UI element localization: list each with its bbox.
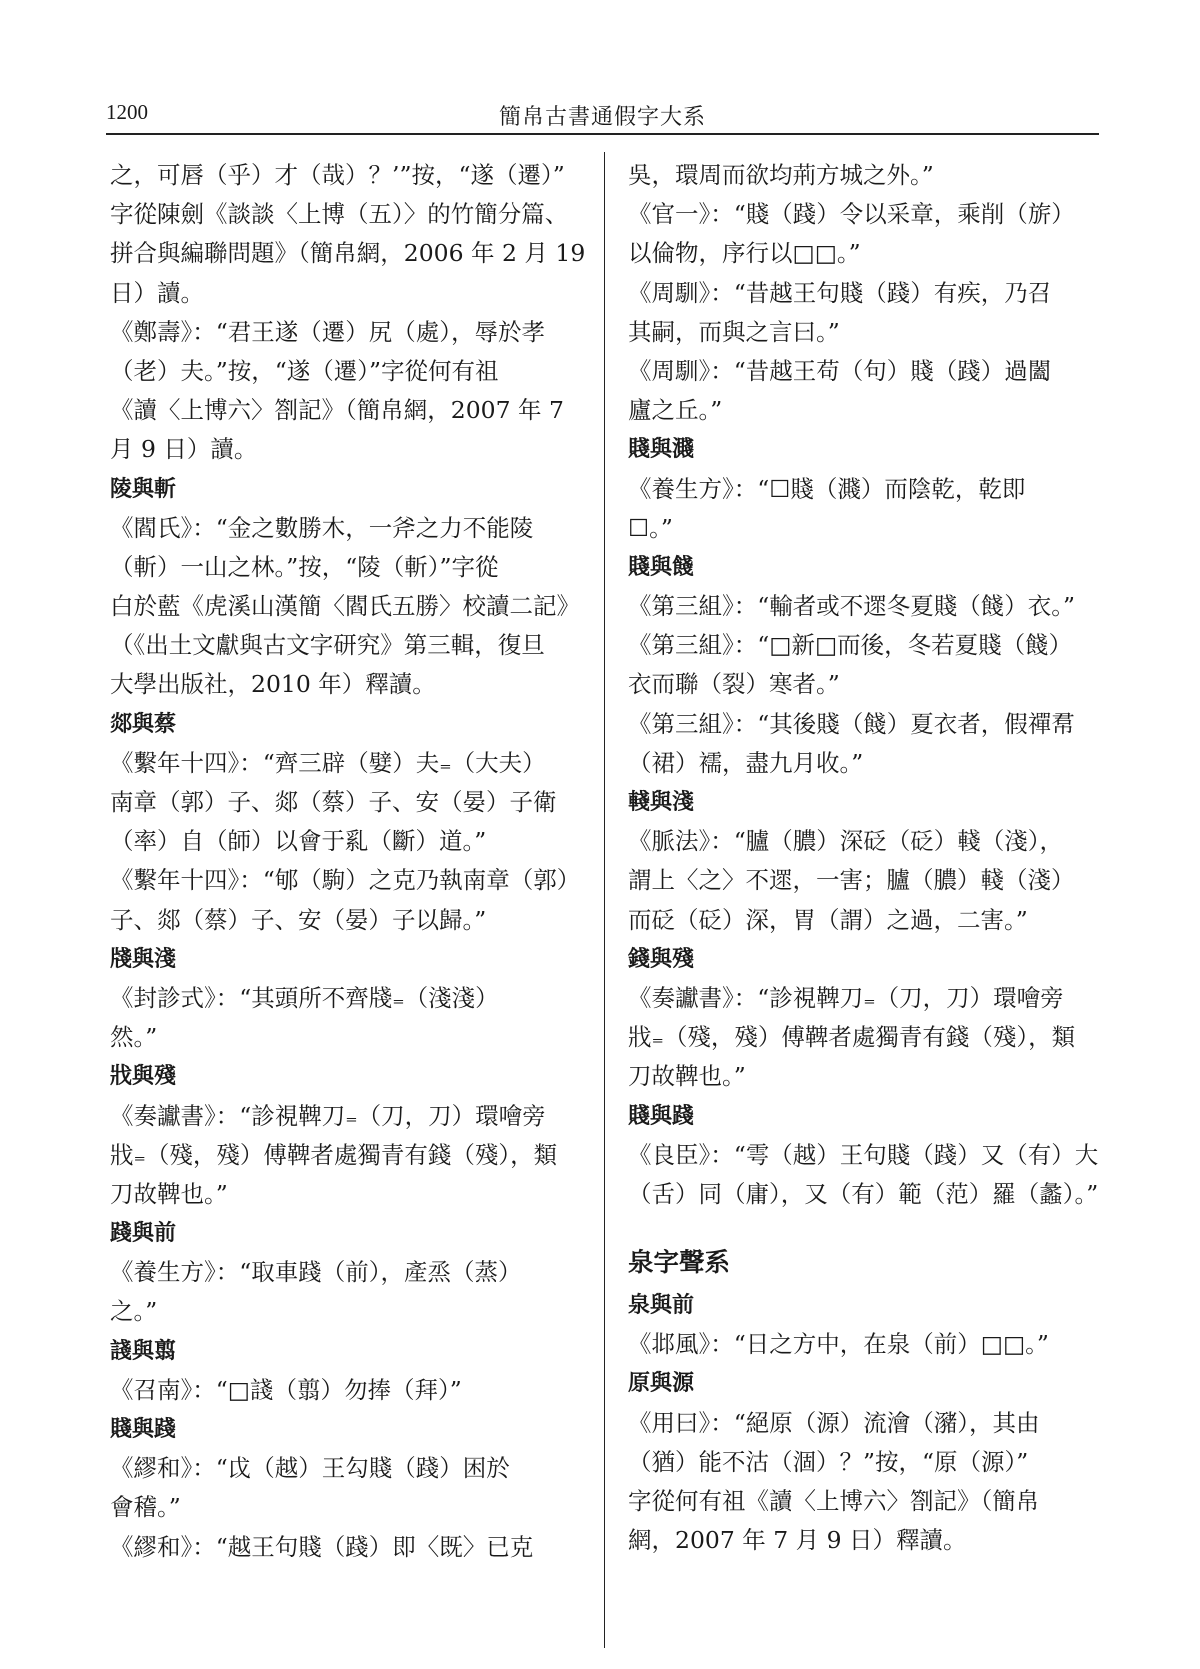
text-line: 網，2007 年 7 月 9 日）釋讀。 [628, 1526, 967, 1555]
text-line: ☐。” [628, 513, 673, 542]
text-line: （舌）同（庸），又（有）範（范）羅（蠡）。” [628, 1179, 1099, 1208]
text-line: 《閻氏》：“金之數勝木，一斧之力不能陵 [110, 513, 534, 542]
left-column [110, 156, 595, 1646]
text-line: 白於藍《虎溪山漢簡〈閻氏五勝〉校讀二記》 [110, 592, 580, 621]
text-line: 刀故鞞也。” [110, 1179, 228, 1208]
text-line: 其嗣，而與之言曰。” [628, 317, 840, 346]
text-line: 《奏讞書》：“診視鞞刀₌（刀，刀）環噲旁 [628, 983, 1064, 1012]
text-line: 謂上〈之〉不遝，一害；臚（膿）輚（淺） [628, 866, 1075, 895]
entry-heading: 原與源 [628, 1371, 695, 1397]
text-line: 《鄭壽》：“君王遂（遷）尻（處），辱於孝 [110, 317, 546, 346]
text-line: 《繫年十四》：“齊三辟（嬖）夫₌（大夫） [110, 748, 546, 777]
text-line: （斬）一山之林。”按，“陵（斬）”字從 [110, 552, 499, 581]
text-line: 大學出版社，2010 年）釋讀。 [110, 670, 436, 699]
entry-heading: 賤與濺 [628, 437, 695, 463]
text-line: 日）讀。 [110, 278, 204, 307]
text-line: 《封診式》：“其頭所不齊牋₌（淺淺） [110, 983, 499, 1012]
entry-heading: 牋與淺 [110, 946, 177, 972]
entry-heading: 錢與殘 [628, 946, 695, 972]
text-line: 子、郯（蔡）子、安（晏）子以歸。” [110, 905, 487, 934]
text-line: 《第三組》：“輸者或不遝冬夏賤（餞）衣。” [628, 592, 1076, 621]
text-line: 《周馴》：“昔越王句賤（踐）有疾，乃召 [628, 278, 1052, 307]
entry-heading: 陵與斬 [110, 476, 177, 502]
entry-heading: 戕與殘 [110, 1064, 177, 1090]
text-line: 月 9 日）讀。 [110, 435, 258, 464]
text-line: 《邶風》：“日之方中，在泉（前）□□。” [628, 1330, 1049, 1359]
text-line: 《養生方》：“☐賤（濺）而陰乾，乾即 [628, 474, 1026, 503]
entry-heading: 賤與餞 [628, 554, 695, 580]
entry-heading: 賤與踐 [628, 1103, 695, 1129]
entry-heading: 踐與前 [110, 1221, 177, 1247]
text-line: 《周馴》：“昔越王苟（句）賤（踐）過闔 [628, 356, 1052, 385]
text-line: 然。” [110, 1023, 158, 1052]
entry-heading: 泉與前 [628, 1293, 695, 1319]
running-title: 簡帛古書通假字大系 [498, 105, 706, 130]
text-line: 戕₌（殘，殘）傅鞞者處獨青有錢（殘），類 [628, 1023, 1076, 1052]
text-line: 之，可唇（乎）才（哉）？’”按，“遂（遷）” [110, 161, 565, 189]
entry-heading: 郯與蔡 [110, 711, 177, 737]
text-line: 廬之丘。” [628, 396, 723, 425]
text-line: （猶）能不沽（涸）？”按，“原（源）” [628, 1447, 1029, 1476]
text-line: 《繫年十四》：“郇（駒）之克乃執南章（郭） [110, 866, 581, 895]
text-line: 拼合與編聯問題》（簡帛網，2006 年 2 月 19 [110, 239, 586, 268]
text-line: 《第三組》：“其後賤（餞）夏衣者，假禪帬 [628, 709, 1075, 738]
entry-heading: 賤與踐 [110, 1417, 177, 1442]
text-line: （老）夫。”按，“遂（遷）”字從何有祖 [110, 356, 499, 385]
text-line: 會稽。” [110, 1493, 181, 1522]
text-line: 《繆和》：“越王句賤（踐）即〈既〉已克 [110, 1532, 534, 1561]
text-line: 而砭（砭）深，胃（謂）之過，二害。” [628, 905, 1028, 934]
text-line: 《奏讞書》：“診視鞞刀₌（刀，刀）環噲旁 [110, 1101, 546, 1130]
text-line: 《脈法》：“臚（膿）深砭（砭）輚（淺）， [628, 827, 1064, 856]
text-line: 吳，環周而欲均荊方城之外。” [628, 161, 934, 189]
text-line: （率）自（師）以會于乿（斷）道。” [110, 827, 487, 856]
text-line: 衣而聯（裂）寒者。” [628, 670, 840, 699]
header-rule [106, 133, 1099, 135]
text-line: 《第三組》：“□新□而後，冬若夏賤（餞） [628, 631, 1073, 660]
right-column [628, 156, 1100, 1646]
text-line: 《官一》：“賤（踐）令以采章，乘削（旂） [628, 200, 1075, 229]
page-number: 1200 [106, 100, 148, 124]
text-line: 戕₌（殘，殘）傅鞞者處獨青有錢（殘），類 [110, 1140, 558, 1169]
text-line: 《良臣》：“雩（越）王句賤（踐）又（有）大 [628, 1140, 1099, 1169]
column-divider [604, 152, 605, 1648]
section-heading: 泉字聲系 [628, 1248, 731, 1279]
text-line: 《繆和》：“戉（越）王勾賤（踐）困於 [110, 1454, 510, 1483]
text-line: 刀故鞞也。” [628, 1062, 746, 1091]
text-line: 字從陳劍《談談〈上博（五）〉的竹簡分篇、 [110, 200, 569, 229]
text-line: （裙）襦，盡九月收。” [628, 748, 864, 777]
text-line: （《出土文獻與古文字研究》第三輯，復旦 [110, 631, 545, 660]
text-line: 南章（郭）子、郯（蔡）子、安（晏）子衛 [110, 788, 557, 816]
text-line: 以倫物，序行以□□。” [628, 239, 861, 268]
entry-heading: 輚與淺 [628, 790, 695, 815]
page-header [106, 100, 1099, 130]
text-line: 之。” [110, 1297, 158, 1326]
text-line: 《讀〈上博六〉劄記》（簡帛網，2007 年 7 [110, 396, 564, 425]
text-line: 《用曰》：“絕原（源）流澮（瀦），其由 [628, 1408, 1040, 1437]
text-line: 《養生方》：“取車踐（前），產烝（蒸） [110, 1258, 522, 1287]
entry-heading: 諓與翦 [110, 1338, 177, 1364]
text-line: 《召南》：“□諓（翦）勿捧（拜）” [110, 1375, 462, 1404]
text-line: 字從何有祖《讀〈上博六〉劄記》（簡帛 [628, 1487, 1040, 1515]
